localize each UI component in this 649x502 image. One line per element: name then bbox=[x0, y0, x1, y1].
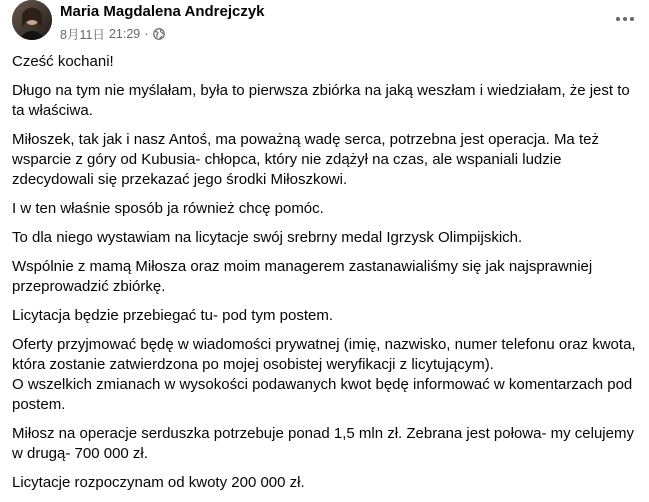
avatar-image bbox=[12, 0, 52, 40]
post-body bbox=[12, 52, 642, 502]
paragraph: To dla niego wystawiam na licytacje swój srebrny medal Igrzysk Olimpijskich. bbox=[12, 229, 523, 246]
paragraph: Wspólnie z mamą Miłosza oraz moim managerem zastanawialiśmy się jak najsprawniej przeprowadzić zbiórkę. bbox=[12, 258, 593, 295]
paragraph: Miłosz na operacje serduszka potrzebuje ponad 1,5 mln zł. Zebrana jest połowa- my celujemy w drugą- 700 000 zł. bbox=[12, 425, 634, 462]
more-options-icon[interactable] bbox=[615, 14, 635, 24]
post-date[interactable]: 8月11日 bbox=[60, 28, 105, 42]
paragraph: Licytacja będzie przebiegać tu- pod tym postem. bbox=[12, 307, 333, 324]
paragraph: Cześć kochani! bbox=[12, 53, 114, 70]
author-name[interactable]: Maria Magdalena Andrejczyk bbox=[60, 3, 265, 20]
paragraph: I w ten właśnie sposób ja również chcę pomóc. bbox=[12, 200, 324, 217]
post-time[interactable]: 21:29 bbox=[108, 27, 141, 41]
paragraph: Miłoszek, tak jak i nasz Antoś, ma poważną wadę serca, potrzebna jest operacja. Ma też wsparcie z góry od Kubusia- chłopca, który nie zdążył na czas, ale wspaniali ludzie zdecydowali się przekazać jego środki Miłoszkowi. bbox=[12, 131, 599, 188]
post-meta bbox=[60, 25, 165, 43]
avatar[interactable] bbox=[12, 0, 52, 40]
paragraph: Oferty przyjmować będę w wiadomości prywatnej (imię, nazwisko, numer telefonu oraz kwota, która zostanie zatwierdzona po mojej osobistej weryfikacji z licytującym). O wszelkich zmianach w wysokości podawanych kwot będę informować w komentarzach pod postem. bbox=[12, 336, 636, 413]
meta-separator: · bbox=[144, 27, 149, 41]
paragraph: Długo na tym nie myślałam, była to pierwsza zbiórka na jaką weszłam i wiedziałam, że jest to ta właściwa. bbox=[12, 82, 630, 119]
paragraph: Licytacje rozpoczynam od kwoty 200 000 zł. bbox=[12, 474, 305, 491]
globe-icon[interactable] bbox=[153, 28, 165, 40]
post-header bbox=[12, 0, 649, 48]
